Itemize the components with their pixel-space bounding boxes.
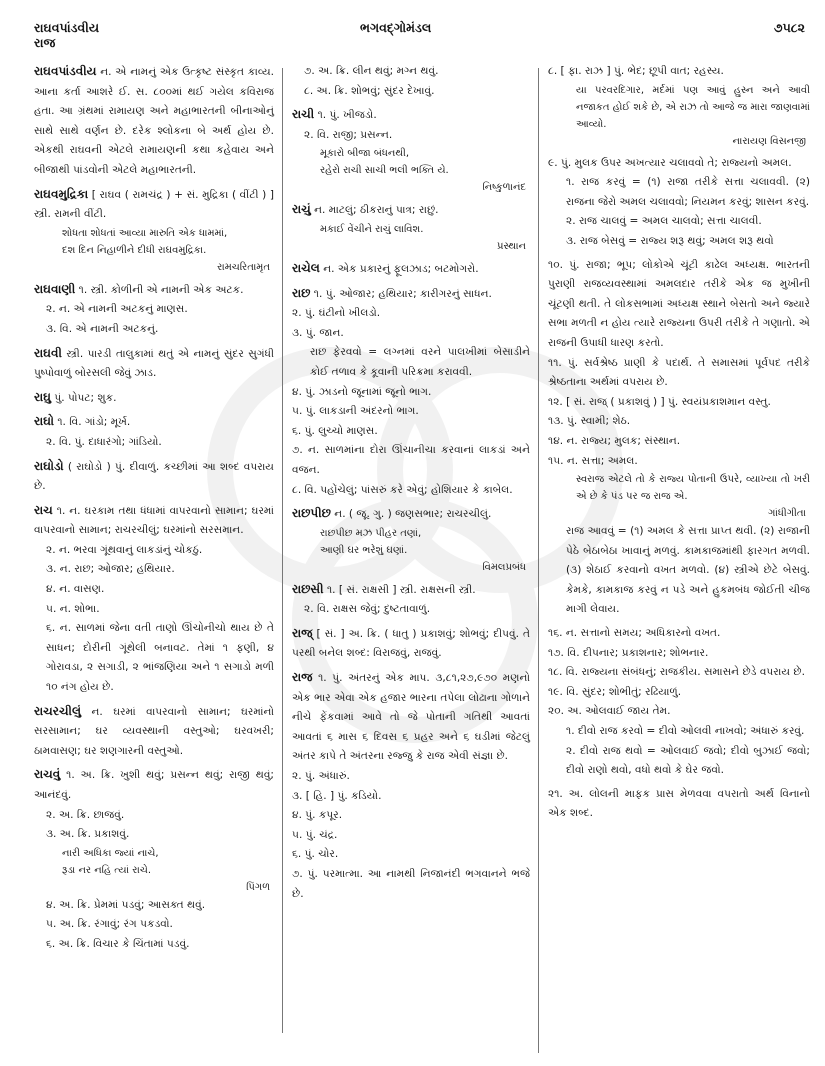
quotation: રૂડા નર નહિ ત્યાં રાચે.	[62, 864, 152, 876]
headword: રાઘો	[34, 414, 54, 429]
dictionary-entry	[292, 284, 530, 501]
sense: ૬. ન. સાળમાં જેના વતી તાણો ઊંચોનીચો થાય છે તે સાધન; દોરીની ગૂંથેલી બનાવટ. તેમાં ૧ ફણી, ૪ ગોરાવડા, ૨ સગાડી, ૨ ભાંજણિયા અને ૧ સગાડો મળી ૧૦ નંગ હોય છે.	[46, 622, 274, 694]
guide-word-first: રાઘવપાંડવીય	[34, 20, 100, 35]
idiom: ૧. દીવો રાજ કરવો = દીવો ઓલવી નાખવો; અંધારું કરવું.	[566, 725, 805, 738]
sense: ૧૩. પું. સ્વામી; શેઠ.	[548, 415, 631, 428]
definition: ૧. પું. અંતરનું એક માપ. ૩,૮૧,૨૭,૯૭૦ મણનો એક ભાર એવા એક હજાર ભારના તપેલા લોઢાના ગોળાને નીચે ફેંકવામાં આવે તો જે પોતાની ગતિથી આવતાં આવતાં ૬ માસ ૬ દિવસ ૬ પ્રહર અને ૬ ઘડીમાં જેટલું અંતર કાપે તે અંતરના રજ્જુ કે રાજ એવી સંજ્ઞા છે.	[292, 672, 530, 763]
quotation-source: નારાયણ વિસનજી	[732, 135, 806, 147]
definition: ન. માટલું; ઠીકરાનું પાત્ર; રાછું.	[314, 204, 439, 217]
dictionary-entry	[34, 765, 274, 954]
definition: ૧. પું. ઓજાર; હથિયાર; કારીગરનું સાધન.	[313, 287, 492, 300]
dictionary-entry	[292, 259, 530, 280]
header-guide-words	[34, 20, 99, 50]
dictionary-entry	[34, 501, 274, 698]
definition: ૧. [ સં. રાક્ષસી ] સ્ત્રી. રાક્ષસની સ્ત્રી.	[326, 583, 476, 596]
headword: રાઘવી	[34, 345, 62, 360]
quotation: મૂકારો બીજા બંધનથી,	[320, 148, 410, 160]
dictionary-entry-continued	[548, 785, 810, 824]
dictionary-entry	[34, 62, 274, 181]
definition: [ સં. ] અ. ક્રિ. ( ધાતુ ) પ્રકાશવું; શોભવું; દીપવું. તે પરથી બનેલ શબ્દ: વિરાજવું, રાજવું.	[292, 627, 530, 660]
sense: ૪. ન. વાસણ.	[46, 583, 105, 596]
definition: ( રાઘોડો ) પું. દીવાળું. કચ્છીમાં આ શબ્દ વપરાય છે.	[34, 460, 274, 493]
sense: ૧૭. વિ. દીપનાર; પ્રકાશનાર; શોભનાર.	[548, 646, 709, 659]
quotation: સ્વરાજ એટલે તો કે રાજ્ય પોતાની ઉપરે, વ્યાખ્યા તો ખરી એ છે કે પંડ પર જ રાજ એ.	[576, 474, 810, 503]
headword: રાઘોડો	[34, 458, 64, 473]
headword: રાઘવાણી	[34, 281, 76, 296]
sense: ૪. અ. ક્રિ. પ્રેમમાં પડવું; આસક્ત થવું.	[46, 898, 206, 911]
dictionary-entry	[34, 185, 274, 276]
headword: રાછ	[292, 285, 311, 300]
dictionary-entry	[292, 668, 530, 904]
sense: ૭. ન. સાળમાંના દોરા ઊંચાનીચા કરવાનાં લાકડાં અને વજન.	[292, 444, 530, 476]
sense: ૮. અ. ક્રિ. શોભવું; સુંદર દેખાવું.	[304, 84, 435, 97]
dictionary-entry-continued	[548, 624, 810, 781]
quotation: દશ દિન નિહાળીને દીધી રાઘવમુદ્રિકા.	[62, 244, 207, 256]
sense: ૭. અ. ક્રિ. લીન થવું; મગ્ન થવું.	[304, 65, 439, 77]
definition: ૧. પું. ખીજડો.	[317, 109, 377, 122]
sense: ૪. પું. ઝાડનો જૂનામાં જૂનો ભાગ.	[292, 385, 432, 398]
sense: ૫. પું. લાકડાની અંદરનો ભાગ.	[292, 405, 419, 418]
sense: ૮. વિ. પહોંચેલું; પાંસરું કરે એવું; હોશિયાર કે કાબેલ.	[292, 483, 513, 496]
sense: ૧૮. વિ. રાજ્યના સંબંધનું; રાજકીય. સમાસને છેડે વપરાય છે.	[548, 666, 805, 679]
sense: ૨૦. અ. ઓલવાઈ જાય તેમ.	[548, 705, 671, 718]
headword: રાચવું	[34, 767, 61, 782]
sense: ૫. અ. ક્રિ. રંગાવું; રંગ પકડવો.	[46, 918, 173, 931]
headword: રાચેલ	[292, 260, 320, 275]
column-1	[34, 62, 274, 959]
quotation: રહેરો રાચી સાચી ભલી ભક્તિ યે.	[320, 165, 449, 177]
dictionary-entry	[292, 200, 530, 255]
sense: ૨. વિ. રાજી; પ્રસન્ન.	[304, 128, 393, 141]
dictionary-entry	[34, 412, 274, 452]
dictionary-entry	[292, 504, 530, 576]
definition: ૧. સ્ત્રી. કોળીની એ નામની એક અટક.	[78, 283, 244, 296]
quotation: આણી ઘર ભરેશું ઘણાં.	[320, 544, 408, 556]
dictionary-body	[0, 58, 825, 1058]
sense: ૨. ન. ભરવા ગૂંથવાનું લાકડાંનું ચોકઠું.	[46, 543, 203, 556]
headword: રાછસી	[292, 581, 324, 596]
sense: ૫. ન. શોભા.	[46, 602, 100, 615]
column-2	[292, 62, 530, 908]
dictionary-entry	[292, 580, 530, 620]
column-divider	[538, 68, 539, 1053]
sense: ૧૬. ન. સત્તાનો સમય; અધિકારનો વખત.	[548, 627, 721, 640]
dictionary-entry	[34, 280, 274, 340]
headword: રાચી	[292, 107, 315, 122]
sense: ૨. વિ. રાક્ષસ જેવું; દુષ્ટતાવાળું.	[304, 603, 431, 616]
sense: ૧૪. ન. રાજ્ય; મુલક; સંસ્થાન.	[548, 434, 681, 447]
guide-word-last: રાજ	[34, 35, 56, 50]
dictionary-entry	[34, 702, 274, 762]
sense: ૬. અ. ક્રિ. વિચાર કે ચિંતામાં પડવું.	[46, 937, 190, 950]
definition: ૧. અ. ક્રિ. ખુશી થવું; પ્રસન્ન થવું; રાજી થવું; આનંદવું.	[34, 769, 274, 801]
quotation-source: રામચરિતામૃત	[217, 261, 270, 273]
book-title: ભગવદ્ગોમંડલ	[360, 20, 432, 35]
sense: ૬. પું. લુચ્ચો માણસ.	[292, 424, 378, 437]
sense: ૨. અ. ક્રિ. છાજવું.	[46, 808, 125, 821]
dictionary-entry	[34, 344, 274, 384]
sense: ૩. [ હિ. ] પું. કડિયો.	[292, 789, 382, 802]
definition: ન. એક પ્રકારનું ફૂલઝાડ; બટમોગરો.	[323, 262, 479, 275]
definition: ન. ઘરમાં વાપરવાનો સામાન; ઘરમાંનો સરસામાન; ઘર વ્યવસ્થાની વસ્તુઓ; ઘરવખરી; ઠામવાસણ; ઘર શણગારની વસ્તુઓ.	[34, 705, 274, 757]
idiom: ૨. રાજ ચાલવું = અમલ ચાલવો; સત્તા ચાલવી.	[566, 215, 762, 228]
definition: ૧. વિ. ગાંડો; મૂર્ખ.	[57, 416, 131, 429]
headword: રાછપીછ	[292, 506, 331, 521]
definition: ૧. ન. ઘરકામ તથા ધંધામાં વાપરવાનો સામાન; ઘરમાં વાપરવાનો સામાન; રાચરચીલું; ઘરમાંનો સરસમાન.	[34, 504, 275, 537]
definition: [ રાઘવ ( રામચંદ્ર ) + સં. મુદ્રિકા ( વીંટી ) ] સ્ત્રી. રામની વીંટી.	[34, 188, 274, 221]
quotation-source: ગાંધીગીતા	[768, 508, 806, 520]
quotation-source: નિષ્કુળાનંદ	[482, 182, 526, 194]
sense: ૭. પું. પરમાત્મા. આ નામથી નિજાનંદી ભગવાનને ભજે છે.	[292, 868, 530, 900]
sense: ૪. પું. કપૂર.	[292, 809, 343, 822]
headword: રાચ	[34, 502, 53, 517]
sense: ૩. પું. જાન.	[292, 326, 344, 339]
dictionary-entry	[292, 105, 530, 196]
sense: ૧૯. વિ. સુંદર; શોભીતું; રઢિયાળું.	[548, 685, 682, 698]
quotation: યા પરવરદિગાર, મર્દમાં પણ આવું હુસ્ન અને આવી નજાકત હોઈ શકે છે, એ રાઝ તો આજે જ મારા જાણવામાં આવ્યો.	[576, 84, 810, 130]
dictionary-entry-continued	[548, 154, 810, 252]
sense: ૩. વિ. એ નામની અટકનું.	[46, 322, 159, 335]
sense: ૮. [ ફા. રાઝ ] પું. ભેદ; છૂપી વાત; રહસ્ય.	[548, 65, 724, 77]
quotation-source: પિંગળ	[246, 881, 270, 893]
sense: ૧૨. [ સં. રાજ્ ( પ્રકાશવું ) ] પું. સ્વયંપ્રકાશમાન વસ્તુ.	[548, 395, 771, 408]
headword: રાજ	[292, 670, 313, 685]
headword: રાચરચીલું	[34, 703, 82, 718]
column-3	[548, 62, 810, 828]
dictionary-entry-continued	[548, 256, 810, 621]
definition: સ્ત્રી. પારડી તાલુકામાં થતું એ નામનું સુંદર સુગંધી પુષ્પોવાળું બોરસલી જેવું ઝાડ.	[34, 347, 274, 380]
dictionary-entry	[292, 624, 530, 664]
sense: ૨. પું. ઘંટીનો ખીલડો.	[292, 307, 381, 320]
definition: ન. એ નામનું એક ઉત્કૃષ્ટ સંસ્કૃત કાવ્ય. આના કર્તા આશરે ઈ. સ. ૮૦૦માં થઈ ગયેલ કવિરાજ હતા. આ ગ્રંથમાં રામાયણ અને મહાભારતની બીનાઓનું સાથે સાથે વર્ણન છે. દરેક શ્લોકના બે અર્થ હોય છે. એકથી રાઘવની એટલે રામાયણની કથા કહેવાય અને બીજાથી પાંડવોની એટલે મહાભારતની.	[34, 66, 274, 176]
dictionary-entry	[34, 457, 274, 497]
sense: ૨. પું. અંધારું.	[292, 770, 350, 783]
quotation: રાછપીછ મઝ પીહર તણાં,	[320, 527, 422, 539]
quotation-source: પ્રસ્થાન	[496, 240, 526, 252]
sense: ૧૧. પું. સર્વશ્રેષ્ઠ પ્રાણી કે પદાર્થ. તે સમાસમાં પૂર્વપદ તરીકે શ્રેષ્ઠતાના અર્થમાં વપરાય છે.	[548, 356, 810, 389]
idiom: રાછ ફેરવવો = લગ્નમાં વરને પાલખીમાં બેસાડીને કોઈ તળાવ કે કૂવાની પરિક્રમા કરાવવી.	[310, 346, 530, 378]
dictionary-entry-continued	[548, 62, 810, 150]
sense: ૩. અ. ક્રિ. પ્રકાશવું.	[46, 828, 130, 841]
definition: પું. પોપટ; શુક.	[54, 391, 117, 404]
quotation: નારી અધિકા જ્યાં નાચે,	[62, 847, 159, 859]
definition: ન. ( જૂ. ગુ. ) જણસભાર; રાચરચીલું.	[334, 508, 492, 521]
dictionary-entry-continued	[292, 62, 530, 101]
sense: ૬. પું. ચોર.	[292, 848, 339, 861]
sense: ૨. ન. એ નામની અટકનું માણસ.	[46, 303, 188, 316]
headword: રાચું	[292, 202, 311, 217]
sense: ૫. પું. ચંદ્ર.	[292, 828, 338, 841]
idiom: રાજ આવવું = (૧) અમલ કે સત્તા પ્રાપ્ત થવી. (૨) રાજાની પેઠે બેઠાબેઠા ખાવાનું મળવું. કામકાજમાંથી ફારગત મળવી. (૩) શેઠાઈ કરવાનો વખત મળવો. (૪) સ્ત્રીએ છેટે બેસવું. કેમકે, કામકાજ કરવું ન પડે અને હુકમબંધ જોઈતી ચીજ માગી લેવાય.	[566, 525, 810, 616]
headword: રાઘુ	[34, 389, 51, 404]
sense: ૨૧. અ. લોલની માફક પ્રાસ મેળવવા વપરાતો અર્થ વિનાનો એક શબ્દ.	[548, 787, 810, 820]
sense: ૨. વિ. પું. દાધારંગો; ગાંડિયો.	[46, 435, 162, 448]
idiom: ૧. રાજ કરવું = (૧) રાજા તરીકે સત્તા ચલાવવી. (૨) રાજના જેરો અમલ ચલાવવો; નિયમન કરવું; શાસન કરવું.	[566, 176, 810, 208]
quotation-source: વિમલપ્રબંધ	[482, 561, 526, 573]
headword: રાજ્	[292, 625, 313, 640]
page-number: ૭૫૮૨	[773, 20, 805, 35]
sense: ૧૫. ન. સત્તા; અમલ.	[548, 454, 638, 467]
headword: રાઘવમુદ્રિકા	[34, 186, 89, 201]
idiom: ૩. રાજ બેસવું = રાજ્ય શરૂ થવું; અમલ શરૂ થવો	[566, 234, 774, 247]
page-header	[0, 14, 825, 50]
sense: ૩. ન. રાછ; ઓજાર; હથિયાર.	[46, 563, 175, 576]
column-divider	[282, 68, 283, 1033]
sense: ૧૦. પું. રાજા; ભૂપ; લોકોએ ચૂંટી કાઢેલ અધ્યક્ષ. ભારતની પુરાણી રાજવ્યવસ્થામાં અમલદાર તરીકે એક જ મુખીની ચૂંટણી થતી. તે લોકસભામાં અધ્યક્ષ સ્થાને બેસતો અને જ્યારે સભા મળતી ન હોય ત્યારે રાજ્યના ઉપરી તરીકે તે ગણાતો. એ રાજની ઉપાધી ધારણ કરતો.	[548, 258, 810, 349]
quotation: મકાઈ વેંચીને રાચું લાવિશ.	[320, 223, 424, 235]
headword: રાઘવપાંડવીય	[34, 64, 97, 78]
sense: ૯. પું. મુલક ઉપર અખત્યાર ચલાવવો તે; રાજ્યનો અમલ.	[548, 156, 792, 169]
idiom: ૨. દીવો રાજ થવો = ઓલવાઈ જવો; દીવો બુઝાઈ જવો; દીવો રાણો થવો, વધો થવો કે ઘેર જવો.	[566, 744, 810, 777]
quotation: શોધતા શોધતાં આવ્યા મારુતિ એક ધામમાં,	[62, 227, 228, 239]
dictionary-entry	[34, 388, 274, 409]
